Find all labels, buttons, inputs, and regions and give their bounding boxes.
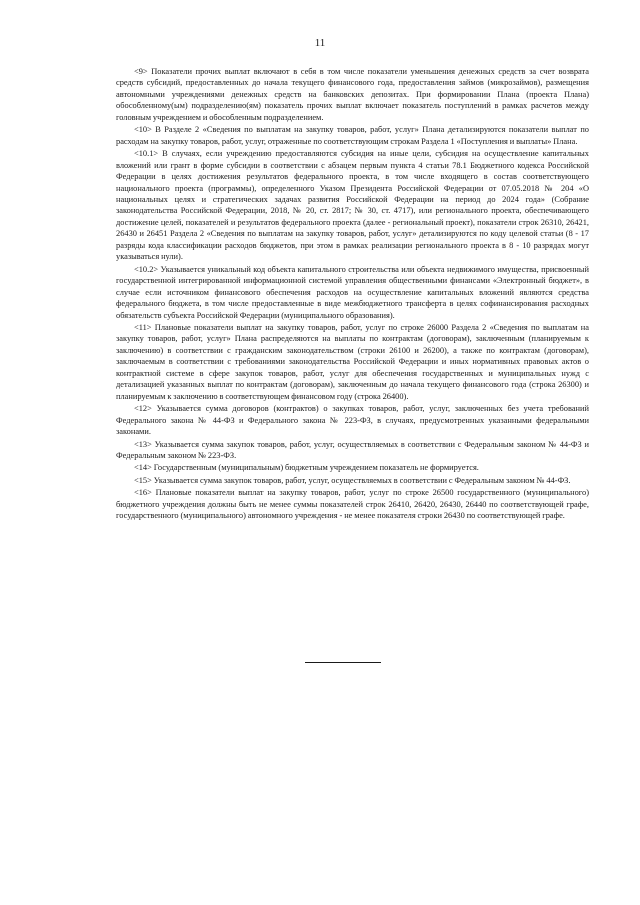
note-12: <12> Указывается сумма договоров (контрактов) о закупках товаров, работ, услуг, заключенных без учета требований Федерального закона № 44-ФЗ и Федерального закона № 223-ФЗ, в случаях, предусмотренных указанными федеральными законами.	[116, 404, 589, 437]
note-14: <14> Государственным (муниципальным) бюджетным учреждением показатель не формируется.	[134, 463, 479, 473]
note-10: <10> В Разделе 2 «Сведения по выплатам на закупку товаров, работ, услуг» Плана детализируются показатели выплат по расходам на закупку товаров, работ, услуг, отраженные по соответствующим строкам Раздела 1 «Поступления и выплаты» Плана.	[116, 125, 589, 146]
note-10-1: <10.1> В случаях, если учреждению предоставляются субсидия на иные цели, субсидия на осуществление капитальных вложений или грант в форме субсидии в соответствии с абзацем первым пункта 4 статьи 78.1 Бюджетного кодекса Российской Федерации в целях достижения результатов федерального проекта, в том числе входящего в состав соответствующего национального проекта (программы), определенного Указом Президента Российской Федерации от 07.05.2018 № 204 «О национальных целях и стратегических задачах развития Российской Федерации на период до 2024 года» (Собрание законодательства Российской Федерации, 2018, № 20, ст. 2817; № 30, ст. 4717), или регионального проекта, обеспечивающего достижение целей, показателей и результатов федерального проекта (далее - региональный проект), показатели строк 26310, 26421, 26430 и 26451 Раздела 2 «Сведения по выплатам на закупку товаров, работ, услуг» детализируются по коду целевой статьи (8 - 17 разряды кода классификации расходов бюджетов, при этом в рамках реализации регионального проекта в 8 - 10 разрядах могут указываться нули).	[116, 149, 589, 262]
note-9: <9> Показатели прочих выплат включают в себя в том числе показатели уменьшения денежных средств за счет возврата средств субсидий, предоставленных до начала текущего финансового года, предоставления займов (микрозаймов), размещения автономными учреждениями денежных средств на банковских депозитах. При формировании Плана (проекта Плана) обособленному(ым) подразделению(ям) показатель прочих выплат включает показатель поступлений в рамках расчетов между головным учреждением и обособленным подразделением.	[116, 67, 589, 122]
note-16: <16> Плановые показатели выплат на закупку товаров, работ, услуг по строке 26500 государственного (муниципального) бюджетного учреждения должны быть не менее суммы показателей строк 26410, 26420, 26430, 26440 по соответствующей графе, государственного (муниципального) автономного учреждения - не менее показателя строки 26430 по соответствующей графе.	[116, 488, 589, 521]
footnotes-body	[116, 66, 589, 523]
end-separator-line	[305, 662, 381, 663]
note-15: <15> Указывается сумма закупок товаров, работ, услуг, осуществляемых в соответствии с Федеральным законом № 44-ФЗ.	[134, 475, 571, 485]
note-11: <11> Плановые показатели выплат на закупку товаров, работ, услуг по строке 26000 Раздела 2 «Сведения по выплатам на закупку товаров, работ, услуг» Плана распределяются на выплаты по контрактам (договорам), заключенным (планируемым к заключению) в соответствии с гражданским законодательством (строки 26100 и 26200), а также по контрактам (договорам), заключаемым в соответствии с требованиями законодательства Российской Федерации и иных нормативных правовых актов о контрактной системе в сфере закупок товаров, работ, услуг для обеспечения государственных и муниципальных нужд с детализацией указанных выплат по контрактам (договорам), заключенным до начала текущего финансового года (строка 26300) и планируемым к заключению в соответствующем финансовом году (строка 26400).	[116, 322, 589, 401]
note-10-2: <10.2> Указывается уникальный код объекта капитального строительства или объекта недвижимого имущества, присвоенный государственной интегрированной информационной системой управления общественными финансами «Электронный бюджет», в случае если источником финансового обеспечения расходов на осуществление капитальных вложений являются средства федерального бюджета, в том числе предоставленные в виде межбюджетного трансферта в целях софинансирования расходных обязательств субъекта Российской Федерации (муниципального образования).	[116, 264, 589, 320]
note-13: <13> Указывается сумма закупок товаров, работ, услуг, осуществляемых в соответствии с Федеральным законом № 44-ФЗ и Федеральным законом № 223-ФЗ.	[116, 439, 589, 460]
page-number: 11	[314, 37, 326, 49]
